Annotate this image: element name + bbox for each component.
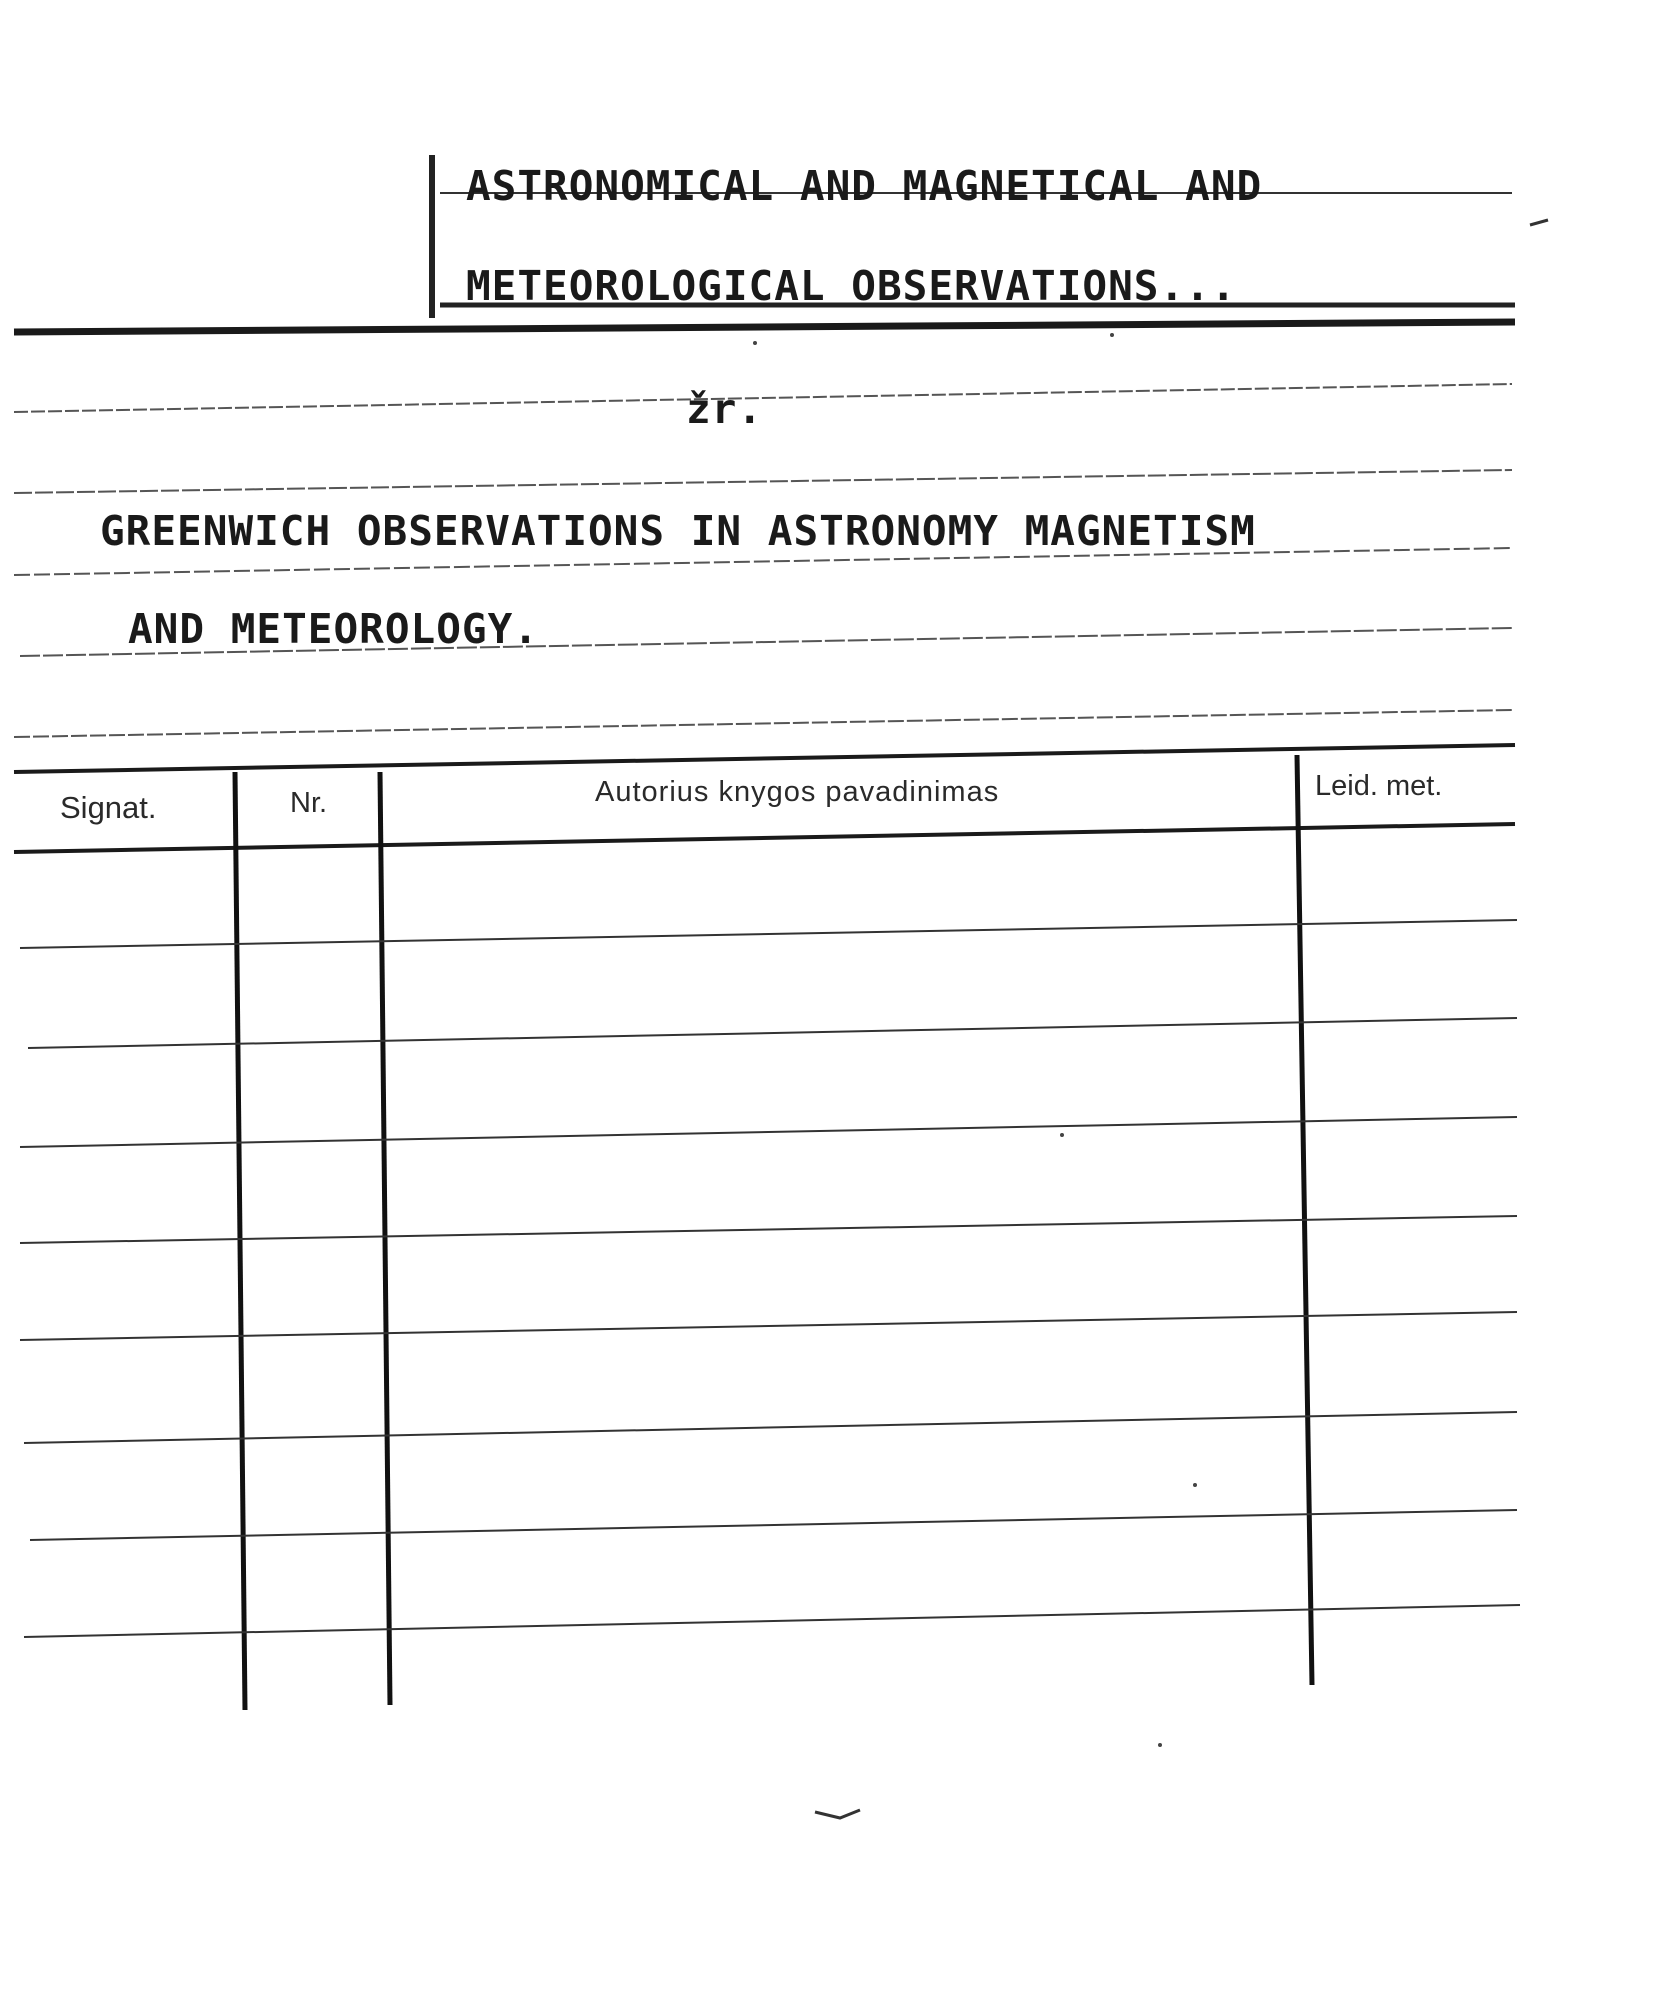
card-title-line-1: ASTRONOMICAL AND MAGNETICAL AND	[466, 162, 1263, 210]
table-header-rule	[14, 824, 1515, 852]
table-row-line-1	[20, 920, 1517, 948]
column-separator-1	[235, 772, 245, 1710]
table-top-rule	[14, 745, 1515, 772]
speck-4	[1193, 1483, 1197, 1487]
table-row-line-3	[20, 1117, 1517, 1147]
writing-line-5	[14, 710, 1512, 737]
main-heavy-rule	[14, 322, 1515, 332]
reference-mark: žr.	[686, 385, 764, 433]
card-body-line-2: AND METEOROLOGY.	[128, 605, 539, 653]
table-row-line-4	[20, 1216, 1517, 1243]
speck-5	[1158, 1743, 1162, 1747]
column-separator-2	[380, 772, 390, 1705]
edge-tick	[1530, 220, 1548, 225]
speck-1	[753, 341, 757, 345]
table-row-line-2	[28, 1018, 1517, 1048]
column-header-year: Leid. met.	[1315, 770, 1443, 802]
card-body-line-1: GREENWICH OBSERVATIONS IN ASTRONOMY MAGNETISM	[100, 507, 1256, 555]
column-header-author-title: Autorius knygos pavadinimas	[595, 776, 1000, 808]
column-header-nr: Nr.	[290, 787, 328, 819]
writing-line-2	[14, 470, 1512, 493]
table-row-line-7	[30, 1510, 1517, 1540]
table-row-line-6	[24, 1412, 1517, 1443]
card-title-line-2: METEOROLOGICAL OBSERVATIONS...	[466, 262, 1237, 310]
column-header-signat: Signat.	[60, 790, 157, 825]
table-row-line-8	[24, 1605, 1520, 1637]
table-row-line-5	[20, 1312, 1517, 1340]
speck-2	[1110, 333, 1114, 337]
speck-3	[1060, 1133, 1064, 1137]
smudge-mark	[815, 1810, 860, 1818]
